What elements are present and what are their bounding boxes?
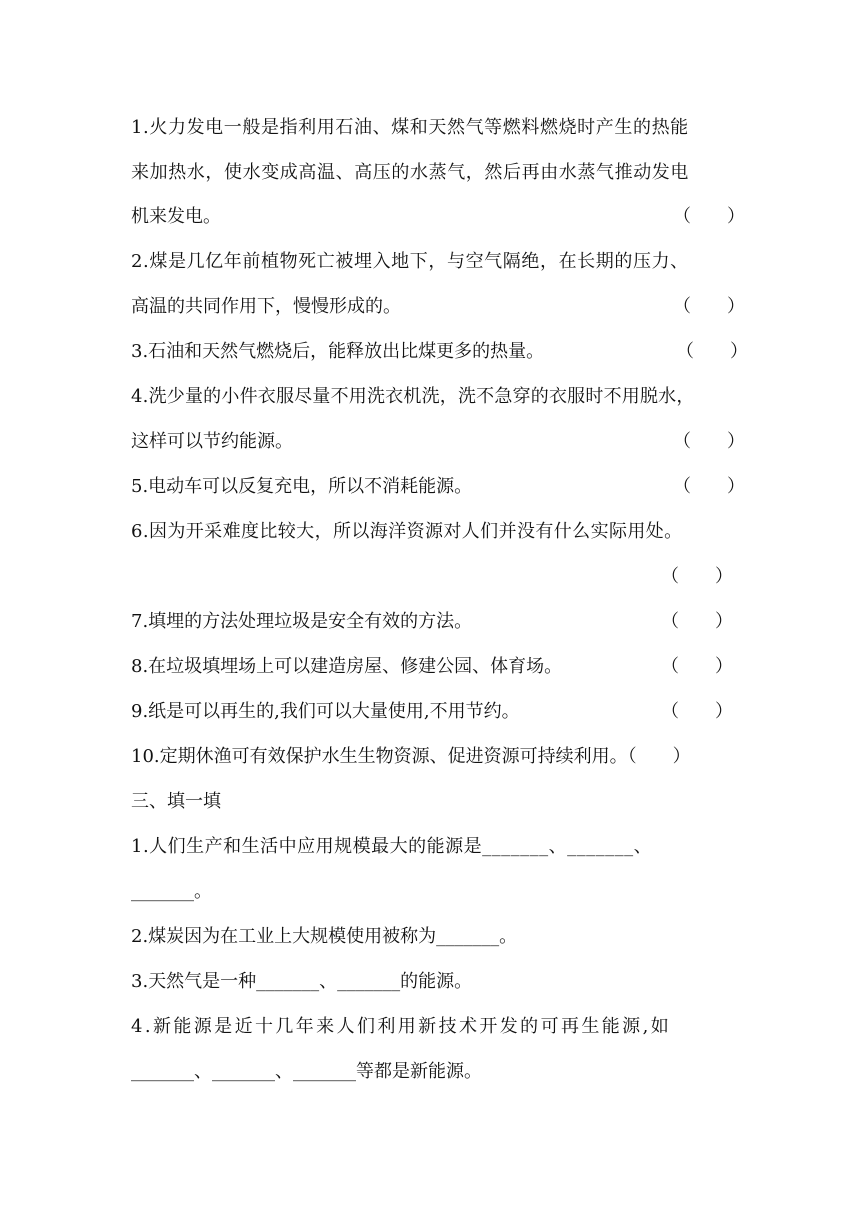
answer-blank-4[interactable]: （ ） [673,431,745,452]
question-6-line-1: 6.因为开采难度比较大，所以海洋资源对人们并没有什么实际用处。 [131,521,683,542]
question-5-line-1: 5.电动车可以反复充电，所以不消耗能源。 [131,476,473,497]
answer-blank-3[interactable]: （ ） [676,341,748,362]
question-2-line-1: 2.煤是几亿年前植物死亡被埋入地下，与空气隔绝，在长期的压力、 [131,251,689,272]
question-1-line-1: 1.火力发电一般是指利用石油、煤和天然气等燃料燃烧时产生的热能 [131,117,689,138]
fill-question-3-line-1[interactable]: 3.天然气是一种_______、_______的能源。 [131,971,473,992]
answer-blank-8[interactable]: （ ） [661,656,733,677]
section-3-heading: 三、填一填 [131,791,221,812]
answer-blank-1[interactable]: （ ） [673,206,745,227]
fill-question-1-line-1[interactable]: 1.人们生产和生活中应用规模最大的能源是_______、_______、 [131,836,653,857]
question-2-line-2: 高温的共同作用下，慢慢形成的。 [131,296,401,317]
answer-blank-9[interactable]: （ ） [661,701,733,722]
question-4-line-2: 这样可以节约能源。 [131,431,293,452]
answer-blank-6[interactable]: （ ） [661,566,733,587]
answer-blank-7[interactable]: （ ） [661,611,733,632]
question-1-line-3: 机来发电。 [131,206,221,227]
fill-question-1-line-2[interactable]: _______。 [131,881,212,902]
question-3-line-1: 3.石油和天然气燃烧后，能释放出比煤更多的热量。 [131,341,545,362]
answer-blank-5[interactable]: （ ） [673,476,745,497]
fill-question-4-line-1: 4.新能源是近十几年来人们利用新技术开发的可再生能源,如 [131,1016,672,1037]
question-10-line-1[interactable]: 10.定期休渔可有效保护水生生物资源、促进资源可持续利用。（ ） [131,746,691,767]
question-7-line-1: 7.填埋的方法处理垃圾是安全有效的方法。 [131,611,473,632]
fill-question-4-line-2[interactable]: _______、_______、_______等都是新能源。 [131,1061,482,1082]
fill-question-2-line-1[interactable]: 2.煤炭因为在工业上大规模使用被称为_______。 [131,926,518,947]
question-1-line-2: 来加热水，使水变成高温、高压的水蒸气，然后再由水蒸气推动发电 [131,162,689,183]
question-4-line-1: 4.洗少量的小件衣服尽量不用洗衣机洗，洗不急穿的衣服时不用脱水， [131,386,695,407]
answer-blank-2[interactable]: （ ） [673,296,745,317]
question-9-line-1: 9.纸是可以再生的,我们可以大量使用,不用节约。 [131,701,520,722]
question-8-line-1: 8.在垃圾填埋场上可以建造房屋、修建公园、体育场。 [131,656,563,677]
